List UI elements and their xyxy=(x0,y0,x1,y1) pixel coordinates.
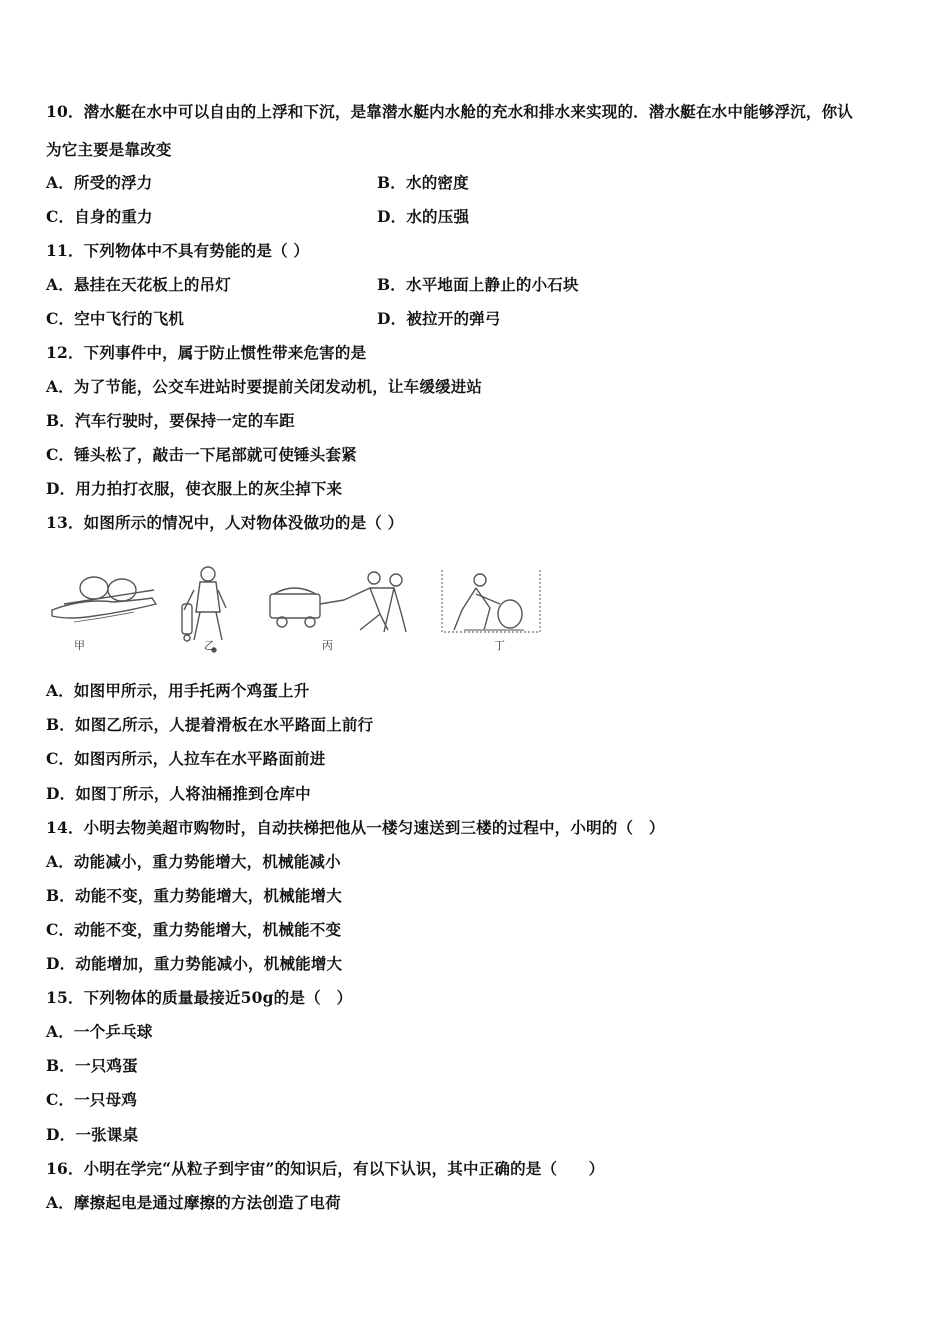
q10-stem-line1: 10．潜水艇在水中可以自由的上浮和下沉，是靠潜水艇内水舱的充水和排水来实现的．潜水艇在水中能够浮沉，你认 xyxy=(46,102,853,121)
q16-stem: 16．小明在学完“从粒子到宇宙”的知识后，有以下认识，其中正确的是（ ） xyxy=(46,1159,605,1178)
q14-stem: 14．小明去物美超市购物时，自动扶梯把他从一楼匀速送到三楼的过程中，小明的（ ） xyxy=(46,818,665,837)
q11-option-a: A．悬挂在天花板上的吊灯 xyxy=(46,275,231,294)
q10-stem-line2: 为它主要是靠改变 xyxy=(46,140,172,159)
figure-bing-person-cart xyxy=(270,572,406,632)
q12-option-d: D．用力拍打衣服，使衣服上的灰尘掉下来 xyxy=(46,479,343,498)
q14-option-d: D．动能增加，重力势能减小，机械能增大 xyxy=(46,954,343,973)
q10-option-b: B．水的密度 xyxy=(377,173,469,192)
q16-option-a: A．摩擦起电是通过摩擦的方法创造了电荷 xyxy=(46,1193,341,1212)
figure-label-yi: 乙 xyxy=(204,639,215,652)
q15-stem: 15．下列物体的质量最接近50g的是（ ） xyxy=(46,988,353,1007)
q12-option-c: C．锤头松了，敲击一下尾部就可使锤头套紧 xyxy=(46,445,357,464)
figure-ding-person-barrel xyxy=(442,570,540,632)
q11-option-c: C．空中飞行的飞机 xyxy=(46,309,185,328)
q10-option-a: A．所受的浮力 xyxy=(46,173,153,192)
q10-option-c: C．自身的重力 xyxy=(46,207,153,226)
figure-label-ding: 丁 xyxy=(494,639,505,652)
figure-jia-hand-eggs xyxy=(52,577,156,622)
q14-option-b: B．动能不变，重力势能增大，机械能增大 xyxy=(46,886,342,905)
q13-option-a: A．如图甲所示，用手托两个鸡蛋上升 xyxy=(46,681,310,700)
q15-option-a: A．一个乒乓球 xyxy=(46,1022,153,1041)
q12-option-b: B．汽车行驶时，要保持一定的车距 xyxy=(46,411,295,430)
q13-option-c: C．如图丙所示，人拉车在水平路面前进 xyxy=(46,749,326,768)
q11-option-d: D．被拉开的弹弓 xyxy=(377,309,501,328)
q11-stem: 11．下列物体中不具有势能的是（ ） xyxy=(46,241,310,260)
q14-option-c: C．动能不变，重力势能增大，机械能不变 xyxy=(46,920,342,939)
q14-option-a: A．动能减小，重力势能增大，机械能减小 xyxy=(46,852,341,871)
q11-option-b: B．水平地面上静止的小石块 xyxy=(377,275,579,294)
q12-stem: 12．下列事件中，属于防止惯性带来危害的是 xyxy=(46,343,367,362)
q13-option-d: D．如图丁所示，人将油桶推到仓库中 xyxy=(46,784,311,803)
q13-stem: 13．如图所示的情况中，人对物体没做功的是（ ） xyxy=(46,513,404,532)
q15-option-d: D．一张课桌 xyxy=(46,1125,139,1144)
q15-option-c: C．一只母鸡 xyxy=(46,1090,138,1109)
figure-label-jia: 甲 xyxy=(74,639,85,652)
q12-option-a: A．为了节能，公交车进站时要提前关闭发动机，让车缓缓进站 xyxy=(46,377,483,396)
figure-label-bing: 丙 xyxy=(322,639,333,652)
q13-figure xyxy=(44,560,556,660)
q13-option-b: B．如图乙所示，人提着滑板在水平路面上前行 xyxy=(46,715,374,734)
q10-option-d: D．水的压强 xyxy=(377,207,470,226)
q15-option-b: B．一只鸡蛋 xyxy=(46,1056,138,1075)
